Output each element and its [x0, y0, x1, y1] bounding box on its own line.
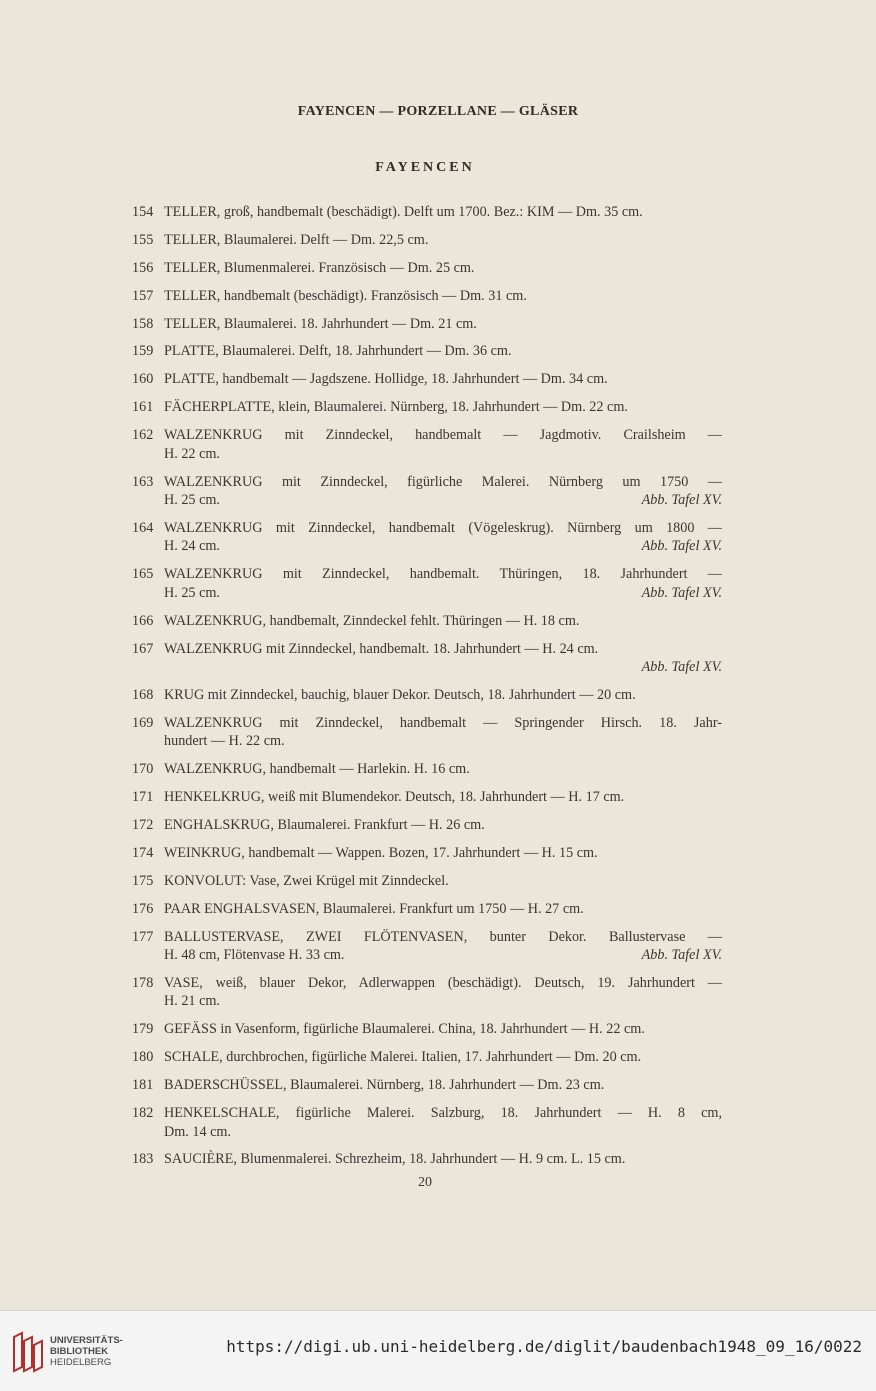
entry-number: 166	[132, 612, 154, 629]
plate-reference: Abb. Tafel XV.	[641, 659, 722, 676]
entry-line: KONVOLUT: Vase, Zwei Krügel mit Zinndeckel.	[164, 872, 449, 889]
plate-reference: Abb. Tafel XV.	[641, 947, 722, 964]
entry-number: 182	[132, 1105, 154, 1122]
entry-number: 168	[132, 686, 154, 703]
entry-line: Dm. 14 cm.	[164, 1123, 231, 1140]
catalog-entry	[132, 900, 722, 919]
entry-line: HENKELSCHALE, figürliche Malerei. Salzburg, 18. Jahrhundert — H. 8 cm,	[164, 1105, 722, 1122]
entry-line: WALZENKRUG, handbemalt, Zinndeckel fehlt. Thüringen — H. 18 cm.	[164, 612, 580, 629]
entry-number: 180	[132, 1049, 154, 1066]
entry-number: 177	[132, 928, 154, 945]
entry-text	[164, 788, 722, 807]
logo-line-1: UNIVERSITÄTS-	[50, 1335, 123, 1346]
entry-text	[164, 760, 722, 779]
entry-number: 172	[132, 817, 154, 834]
entry-number: 163	[132, 473, 154, 490]
logo-line-3: HEIDELBERG	[50, 1357, 112, 1368]
entry-number: 158	[132, 315, 154, 332]
entry-text	[164, 426, 722, 463]
entry-line: BALLUSTERVASE, ZWEI FLÖTENVASEN, bunter Dekor. Ballustervase —	[164, 928, 722, 945]
entry-number: 162	[132, 427, 154, 444]
library-logo-icon	[10, 1331, 44, 1375]
entry-text	[164, 872, 722, 891]
entry-line: HENKELKRUG, weiß mit Blumendekor. Deutsch, 18. Jahrhundert — H. 17 cm.	[164, 789, 625, 806]
catalog-entry	[132, 1048, 722, 1067]
entry-number: 156	[132, 259, 154, 276]
catalog-entry	[132, 565, 722, 602]
entry-number: 181	[132, 1077, 154, 1094]
entry-text	[164, 519, 722, 556]
entry-text	[164, 370, 722, 389]
entry-line: VASE, weiß, blauer Dekor, Adlerwappen (beschädigt). Deutsch, 19. Jahrhundert —	[164, 974, 722, 991]
catalog-entry	[132, 426, 722, 463]
entry-number: 179	[132, 1021, 154, 1038]
entry-line: WALZENKRUG mit Zinndeckel, handbemalt — Springender Hirsch. 18. Jahr-	[164, 714, 722, 731]
entry-text	[164, 686, 722, 705]
entry-number: 174	[132, 844, 154, 861]
entry-text	[164, 1150, 722, 1169]
entry-text	[164, 203, 722, 222]
catalog-entry	[132, 1104, 722, 1141]
catalog-entry	[132, 203, 722, 222]
entry-line	[164, 491, 722, 510]
catalog-entry	[132, 370, 722, 389]
entry-line: TELLER, Blaumalerei. Delft — Dm. 22,5 cm.	[164, 231, 429, 248]
entry-text	[164, 928, 722, 965]
entry-line-text: H. 24 cm.	[164, 538, 220, 555]
entry-number: 171	[132, 789, 154, 806]
catalog-entry	[132, 844, 722, 863]
entry-line: WEINKRUG, handbemalt — Wappen. Bozen, 17. Jahrhundert — H. 15 cm.	[164, 844, 598, 861]
catalog-entry	[132, 788, 722, 807]
entry-text	[164, 342, 722, 361]
catalog-entry	[132, 612, 722, 631]
entry-text	[164, 473, 722, 510]
entry-text	[164, 1020, 722, 1039]
entry-text	[164, 844, 722, 863]
entry-text	[164, 565, 722, 602]
entry-line: WALZENKRUG, handbemalt — Harlekin. H. 16 cm.	[164, 761, 470, 778]
library-logo-text	[50, 1335, 123, 1368]
entry-text	[164, 816, 722, 835]
plate-reference: Abb. Tafel XV.	[641, 584, 722, 601]
entry-line: TELLER, groß, handbemalt (beschädigt). Delft um 1700. Bez.: KIM — Dm. 35 cm.	[164, 204, 643, 220]
entry-number: 164	[132, 519, 154, 536]
entry-number: 169	[132, 714, 154, 731]
catalog-entry	[132, 315, 722, 334]
entry-number: 178	[132, 974, 154, 991]
entry-line: TELLER, handbemalt (beschädigt). Französisch — Dm. 31 cm.	[164, 287, 527, 304]
catalog-entry	[132, 760, 722, 779]
entry-number: 161	[132, 399, 154, 416]
entry-text	[164, 287, 722, 306]
entry-line: WALZENKRUG mit Zinndeckel, figürliche Malerei. Nürnberg um 1750 —	[164, 473, 722, 490]
entry-number: 160	[132, 371, 154, 388]
catalog-entry	[132, 816, 722, 835]
entry-text	[164, 714, 722, 751]
entry-line: TELLER, Blumenmalerei. Französisch — Dm. 25 cm.	[164, 259, 475, 276]
entry-text	[164, 1076, 722, 1095]
entry-line: FÄCHERPLATTE, klein, Blaumalerei. Nürnberg, 18. Jahrhundert — Dm. 22 cm.	[164, 399, 628, 416]
entry-text	[164, 315, 722, 334]
plate-reference: Abb. Tafel XV.	[641, 538, 722, 555]
entry-line: PAAR ENGHALSVASEN, Blaumalerei. Frankfurt um 1750 — H. 27 cm.	[164, 900, 584, 917]
entry-line: PLATTE, handbemalt — Jagdszene. Hollidge, 18. Jahrhundert — Dm. 34 cm.	[164, 371, 608, 388]
entry-text	[164, 1048, 722, 1067]
entry-text	[164, 900, 722, 919]
entry-line: TELLER, Blaumalerei. 18. Jahrhundert — Dm. 21 cm.	[164, 315, 477, 332]
entry-number: 175	[132, 872, 154, 889]
catalog-entry	[132, 640, 722, 677]
entry-text	[164, 231, 722, 250]
entry-line	[164, 946, 722, 965]
entry-line-text: H. 48 cm, Flötenvase H. 33 cm.	[164, 947, 345, 964]
catalog-entry	[132, 342, 722, 361]
entry-line: BADERSCHÜSSEL, Blaumalerei. Nürnberg, 18. Jahrhundert — Dm. 23 cm.	[164, 1077, 605, 1094]
catalog-entry	[132, 519, 722, 556]
entry-text	[164, 640, 722, 677]
entry-line: WALZENKRUG mit Zinndeckel, handbemalt (Vögeleskrug). Nürnberg um 1800 —	[164, 519, 722, 536]
entry-line: hundert — H. 22 cm.	[164, 733, 285, 750]
catalog-entries	[132, 203, 722, 1178]
entry-line	[164, 537, 722, 556]
entry-number: 154	[132, 204, 154, 220]
catalog-entry	[132, 1020, 722, 1039]
catalog-entry	[132, 1150, 722, 1169]
page-number: 20	[418, 1175, 432, 1190]
entry-number: 183	[132, 1151, 154, 1168]
entry-text	[164, 1104, 722, 1141]
catalog-entry	[132, 398, 722, 417]
catalog-entry	[132, 974, 722, 1011]
entry-number: 167	[132, 640, 154, 657]
page-header: FAYENCEN — PORZELLANE — GLÄSER	[297, 104, 579, 119]
entry-number: 155	[132, 231, 154, 248]
entry-number: 165	[132, 566, 154, 583]
catalog-entry	[132, 231, 722, 250]
entry-line	[164, 584, 722, 603]
catalog-entry	[132, 714, 722, 751]
footer-bar	[0, 1310, 876, 1391]
catalog-entry	[132, 259, 722, 278]
entry-line: H. 21 cm.	[164, 993, 220, 1010]
entry-line: WALZENKRUG mit Zinndeckel, handbemalt. Thüringen, 18. Jahrhundert —	[164, 566, 722, 583]
entry-text	[164, 974, 722, 1011]
entry-line: KRUG mit Zinndeckel, bauchig, blauer Dekor. Deutsch, 18. Jahrhundert — 20 cm.	[164, 686, 636, 703]
entry-line: SCHALE, durchbrochen, figürliche Malerei. Italien, 17. Jahrhundert — Dm. 20 cm.	[164, 1049, 642, 1066]
catalog-entry	[132, 686, 722, 705]
entry-line: WALZENKRUG mit Zinndeckel, handbemalt — Jagdmotiv. Crailsheim —	[164, 427, 722, 444]
entry-line: GEFÄSS in Vasenform, figürliche Blaumalerei. China, 18. Jahrhundert — H. 22 cm.	[164, 1021, 645, 1038]
entry-number: 176	[132, 900, 154, 917]
entry-line: H. 22 cm.	[164, 445, 220, 462]
source-url[interactable]: https://digi.ub.uni-heidelberg.de/diglit/baudenbach1948_09_16/0022	[226, 1337, 862, 1356]
entry-line-text: H. 25 cm.	[164, 584, 220, 601]
entry-line: PLATTE, Blaumalerei. Delft, 18. Jahrhundert — Dm. 36 cm.	[164, 343, 512, 360]
catalog-entry	[132, 287, 722, 306]
catalog-entry	[132, 1076, 722, 1095]
entry-text	[164, 259, 722, 278]
catalog-entry	[132, 473, 722, 510]
entry-line: ENGHALSKRUG, Blaumalerei. Frankfurt — H. 26 cm.	[164, 817, 485, 834]
entry-text	[164, 398, 722, 417]
entry-number: 170	[132, 761, 154, 778]
catalog-entry	[132, 872, 722, 891]
entry-number: 159	[132, 343, 154, 360]
entry-line: WALZENKRUG mit Zinndeckel, handbemalt. 18. Jahrhundert — H. 24 cm.	[164, 640, 599, 657]
plate-reference: Abb. Tafel XV.	[641, 492, 722, 509]
entry-line-text: H. 25 cm.	[164, 492, 220, 509]
entry-text	[164, 612, 722, 631]
entry-number: 157	[132, 287, 154, 304]
logo-line-2: BIBLIOTHEK	[50, 1346, 109, 1357]
section-title: FAYENCEN	[375, 160, 475, 175]
catalog-entry	[132, 928, 722, 965]
entry-line: SAUCIÈRE, Blumenmalerei. Schrezheim, 18. Jahrhundert — H. 9 cm. L. 15 cm.	[164, 1151, 626, 1168]
